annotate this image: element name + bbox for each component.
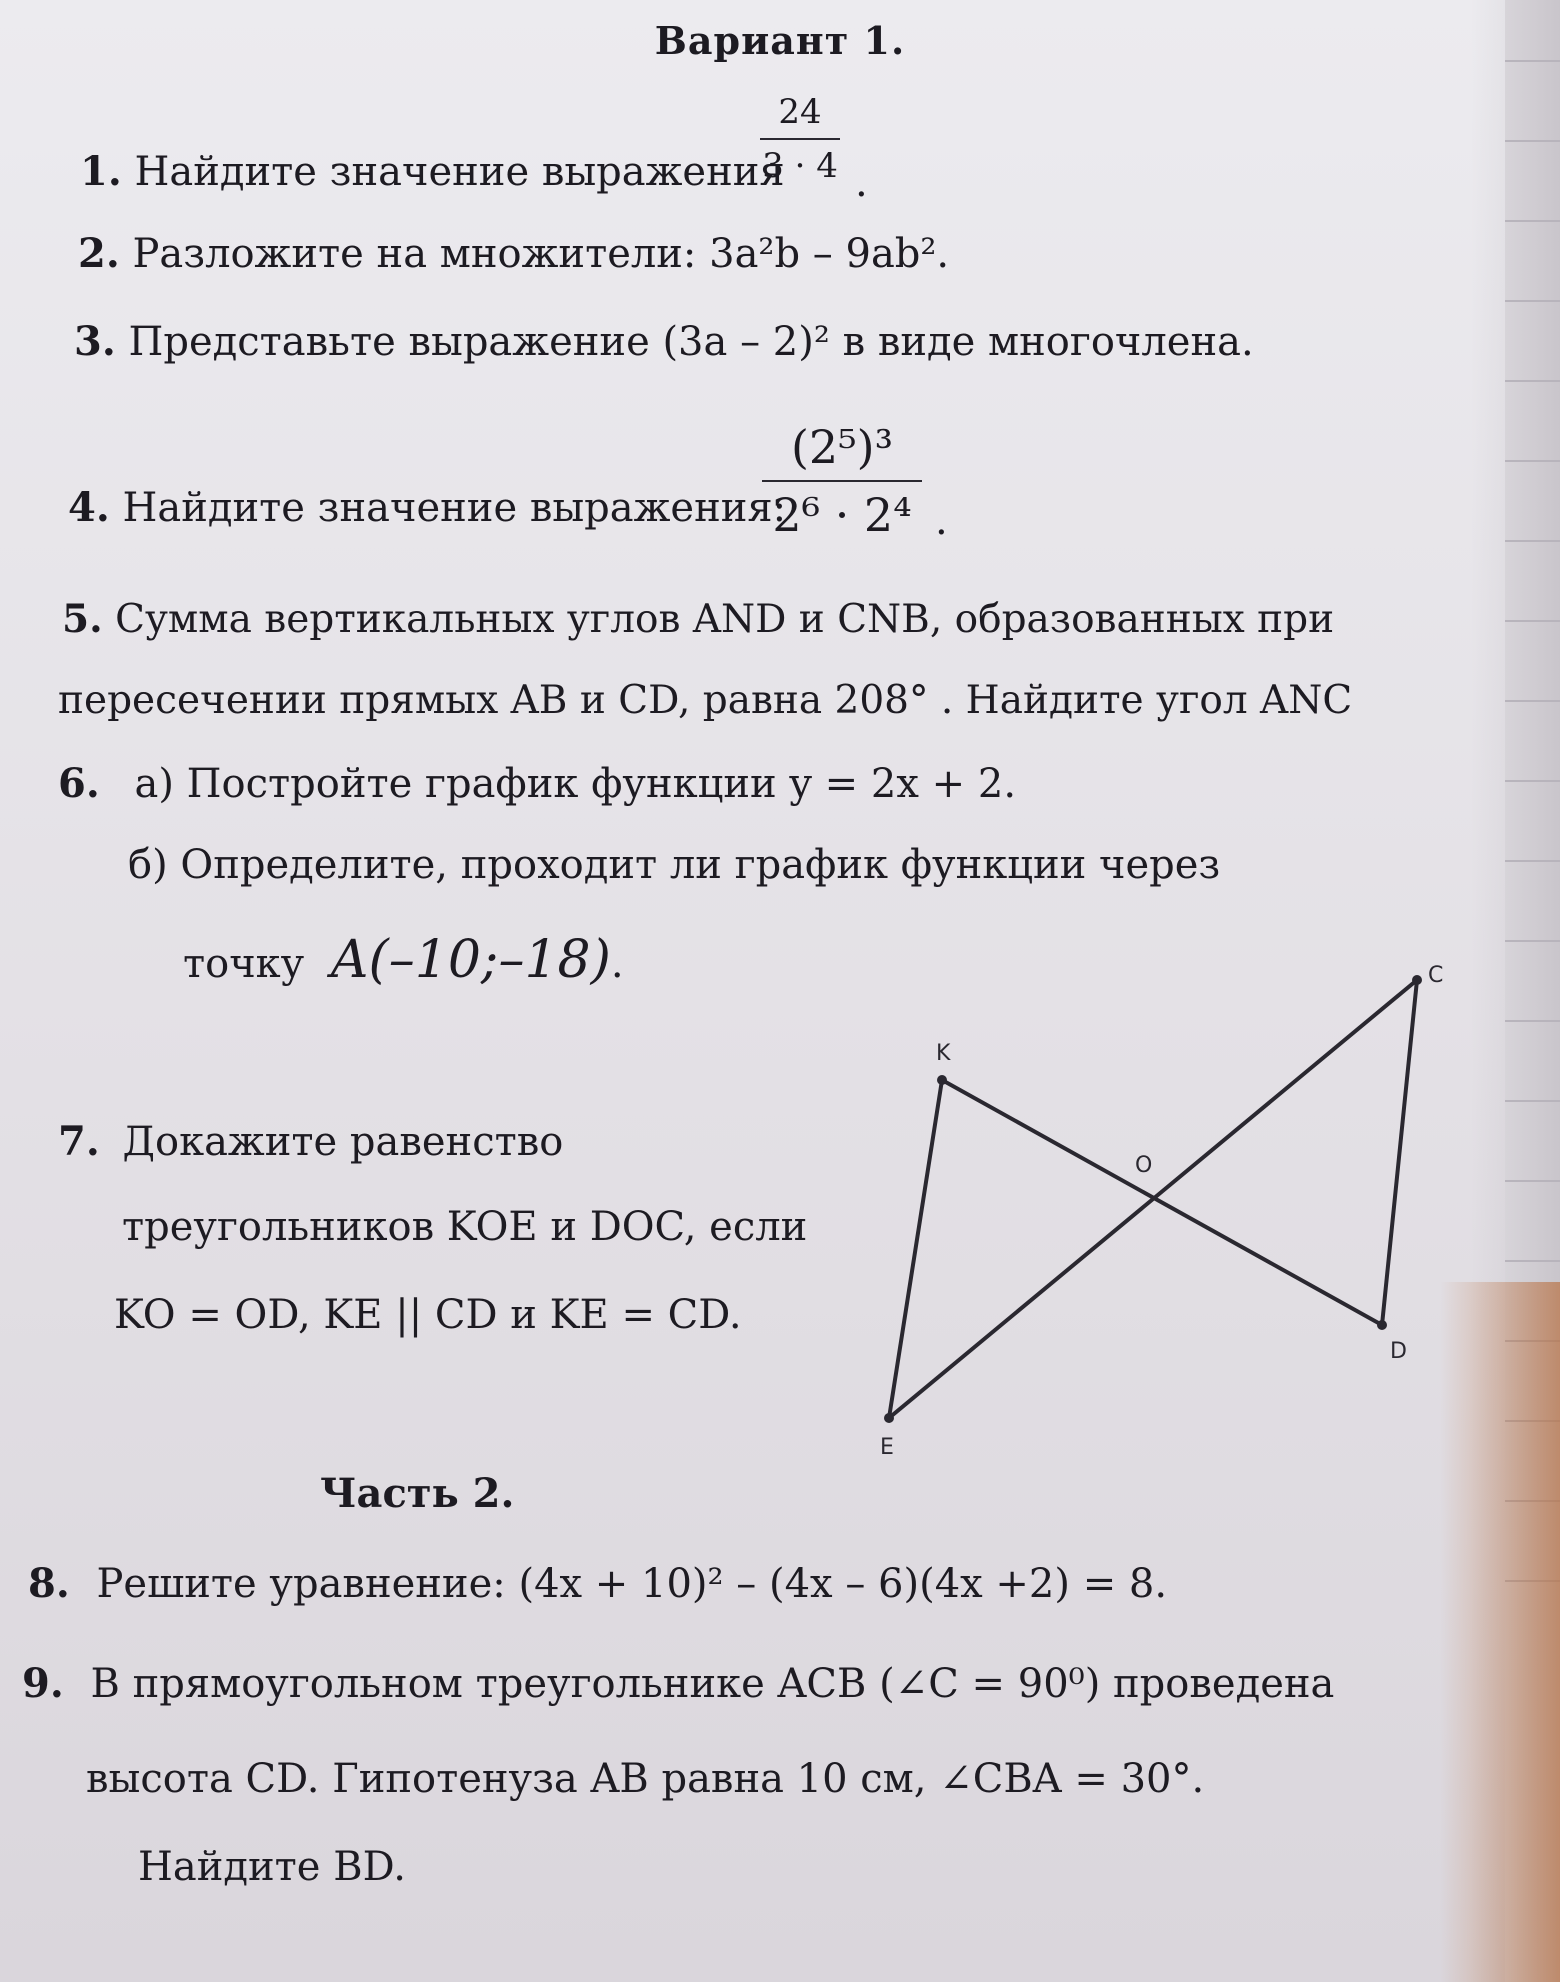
triangles-diagram bbox=[880, 960, 1444, 1470]
question-9-line-3: Найдите BD. bbox=[138, 1844, 406, 1890]
q4-period: . bbox=[935, 498, 948, 544]
question-7-line-3: KO = OD, KE || CD и KE = CD. bbox=[114, 1292, 742, 1338]
question-5 bbox=[62, 596, 1334, 642]
point-d bbox=[1377, 1320, 1387, 1330]
question-4 bbox=[68, 484, 786, 531]
question-text: Докажите равенство bbox=[122, 1119, 564, 1165]
point-label: точку bbox=[183, 941, 305, 987]
segment-ec bbox=[889, 980, 1417, 1418]
segment-ke bbox=[889, 1080, 942, 1418]
light-glare bbox=[1440, 1282, 1560, 1982]
question-text: Найдите значение выражения bbox=[134, 149, 785, 195]
label-d: D bbox=[1390, 1339, 1407, 1364]
question-text: Решите уравнение: (4x + 10)² – (4x – 6)(4x +2) = 8. bbox=[96, 1561, 1168, 1607]
question-text: Сумма вертикальных углов AND и CNB, образованных при bbox=[115, 597, 1335, 642]
question-number: 7. bbox=[58, 1118, 100, 1165]
question-7 bbox=[58, 1118, 563, 1165]
question-8 bbox=[28, 1560, 1167, 1607]
question-7-line-2: треугольников KOE и DOC, если bbox=[122, 1204, 808, 1250]
question-6b-point bbox=[183, 930, 624, 990]
question-6b: б) Определите, проходит ли график функции через bbox=[128, 842, 1221, 888]
numerator: (2⁵)³ bbox=[790, 420, 894, 474]
question-9 bbox=[22, 1660, 1334, 1707]
question-text: Разложите на множители: 3a²b – 9ab². bbox=[132, 231, 950, 277]
denominator: 3 · 4 bbox=[762, 146, 838, 186]
point-c bbox=[1412, 975, 1422, 985]
question-2 bbox=[78, 230, 949, 277]
segment-kd bbox=[942, 1080, 1382, 1325]
label-k: K bbox=[936, 1041, 951, 1066]
question-number: 6. bbox=[58, 760, 100, 807]
label-o: O bbox=[1135, 1153, 1153, 1178]
denominator: 2⁶ · 2⁴ bbox=[772, 488, 912, 542]
question-number: 4. bbox=[68, 484, 110, 531]
q1-fraction bbox=[760, 92, 840, 186]
question-text: Представьте выражение bbox=[128, 319, 650, 365]
numerator: 24 bbox=[778, 92, 822, 132]
q1-period: . bbox=[855, 160, 868, 206]
question-text: В прямоугольном треугольнике ACB (∠C = 90⁰) проведена bbox=[90, 1661, 1335, 1707]
label-c: C bbox=[1428, 963, 1444, 988]
label-e: E bbox=[880, 1435, 894, 1460]
expression: (3a – 2)² bbox=[662, 319, 830, 365]
question-number: 9. bbox=[22, 1660, 64, 1707]
point-e bbox=[884, 1413, 894, 1423]
question-text: Найдите значение выражения: bbox=[122, 485, 787, 531]
question-9-line-2: высота CD. Гипотенуза AB равна 10 см, ∠CBA = 30°. bbox=[86, 1756, 1205, 1802]
page-title: Вариант 1. bbox=[654, 18, 906, 63]
point-k bbox=[937, 1075, 947, 1085]
question-1 bbox=[80, 148, 785, 195]
point-coords: A(–10;–18) bbox=[330, 930, 611, 990]
question-number: 5. bbox=[62, 596, 103, 642]
question-number: 8. bbox=[28, 1560, 70, 1607]
question-text-end: в виде многочлена. bbox=[842, 319, 1254, 365]
segment-cd bbox=[1382, 980, 1417, 1325]
question-text-a: а) Постройте график функции y = 2x + 2. bbox=[134, 761, 1017, 807]
question-5-line-2: пересечении прямых AB и CD, равна 208° . Найдите угол ANC bbox=[58, 678, 1353, 723]
q4-fraction bbox=[762, 420, 922, 542]
question-number: 2. bbox=[78, 230, 120, 277]
question-3 bbox=[74, 318, 1254, 365]
section-heading-part-2: Часть 2. bbox=[320, 1470, 515, 1517]
period: . bbox=[610, 941, 624, 987]
question-6 bbox=[58, 760, 1016, 807]
question-number: 3. bbox=[74, 318, 116, 365]
question-number: 1. bbox=[80, 148, 122, 195]
